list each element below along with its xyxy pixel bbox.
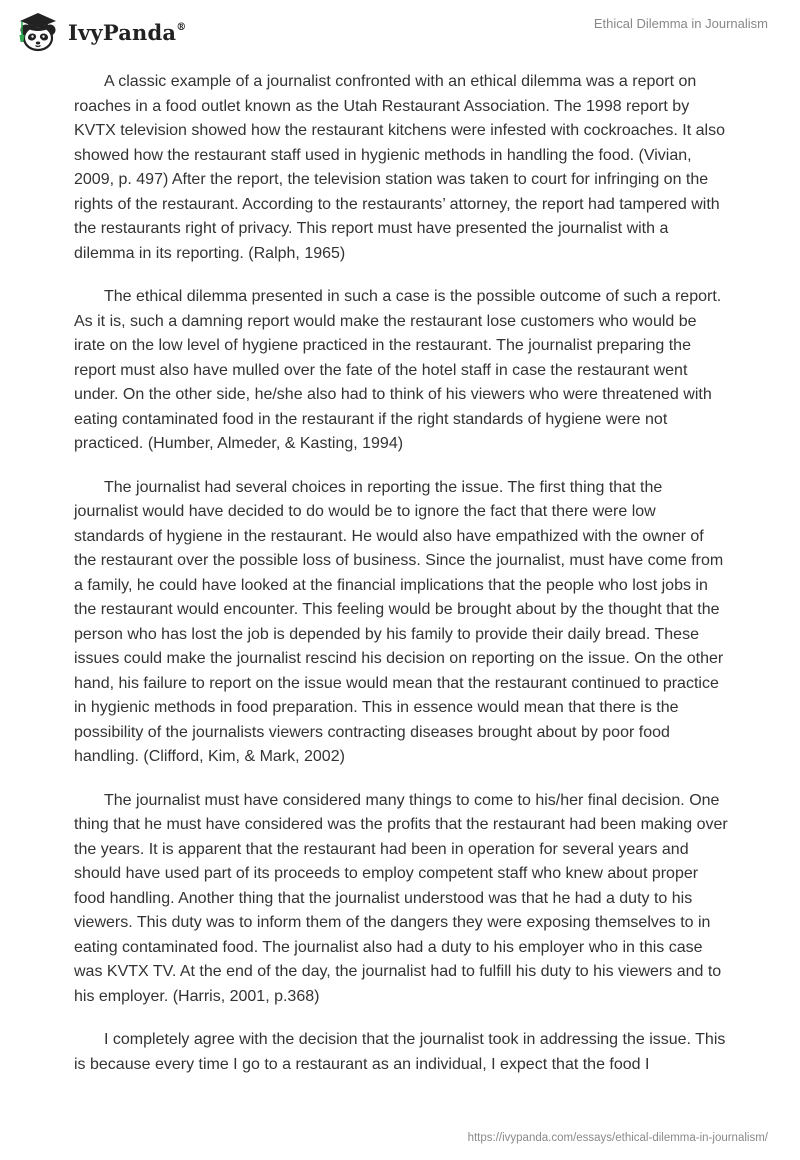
document-title: Ethical Dilemma in Journalism	[593, 16, 768, 31]
registered-mark: ®	[176, 21, 187, 33]
paragraph: The ethical dilemma presented in such a case is the possible outcome of such a report. As it is, such a damning report would make the restaurant lose customers who would be irate on the low level of hygiene practiced in the restaurant. The journalist preparing the report must also have mulled over the fate of the hotel staff in case the restaurant went under. On the other side, he/she also had to think of his viewers who were threatened with eating contaminated food in the restaurant if the right standards of hygiene were not practiced. (Humber, Almeder, & Kasting, 1994)	[74, 288, 722, 452]
brand-logo[interactable]	[14, 10, 186, 52]
brand-name: IvyPanda®	[68, 19, 187, 45]
page-header	[0, 0, 800, 64]
paragraph: The journalist must have considered many things to come to his/her final decision. One thing that he must have considered was the profits that the restaurant had been making over the years. It is apparent that the restaurant had been in operation for several years and should have used part of its proceeds to employ competent staff who knew about proper food handling. Another thing that the journalist understood was that he had a duty to his viewers. This duty was to inform them of the dangers they were exposing themselves to in eating contaminated food. The journalist also had a duty to his employer who in this case was KVTX TV. At the end of the day, the journalist had to fulfill his duty to his viewers and to his employer. (Harris, 2001, p.368)	[74, 791, 728, 1005]
paragraph: The journalist had several choices in reporting the issue. The first thing that the journalist would have decided to do would be to ignore the fact that there were low standards of hygiene in the restaurant. He would also have empathized with the owner of the restaurant over the possible loss of business. Since the journalist, must have come from a family, he could have looked at the financial implications that the people who lost jobs in the restaurant would encounter. This feeling would be brought about by the thought that the person who has lost the job is depended by his family to provide their daily bread. These issues could make the journalist rescind his decision on reporting on the issue. On the other hand, his failure to report on the issue would mean that the restaurant continued to practice in hygienic methods in food preparation. This in essence would mean that there is the possibility of the journalists viewers contracting diseases brought about by poor food handling. (Clifford, Kim, & Mark, 2002)	[74, 478, 724, 765]
source-url-link[interactable]: https://ivypanda.com/essays/ethical-dilemma-in-journalism/	[467, 1132, 768, 1144]
paragraph: A classic example of a journalist confronted with an ethical dilemma was a report on roaches in a food outlet known as the Utah Restaurant Association. The 1998 report by KVTX television showed how the restaurant kitchens were infested with cockroaches. It also showed how the restaurant staff used in hygienic methods in handling the food. (Vivian, 2009, p. 497) After the report, the television station was taken to court for infringing on the rights of the restaurant. According to the restaurants’ attorney, the report had tampered with the restaurants right of privacy. This report must have presented the journalist with a dilemma in its reporting. (Ralph, 1965)	[74, 73, 725, 262]
essay-body	[74, 70, 728, 1096]
paragraph: I completely agree with the decision that the journalist took in addressing the issue. This is because every time I go to a restaurant as an individual, I expect that the food I	[74, 1031, 726, 1073]
panda-graduation-cap-icon	[14, 10, 62, 52]
